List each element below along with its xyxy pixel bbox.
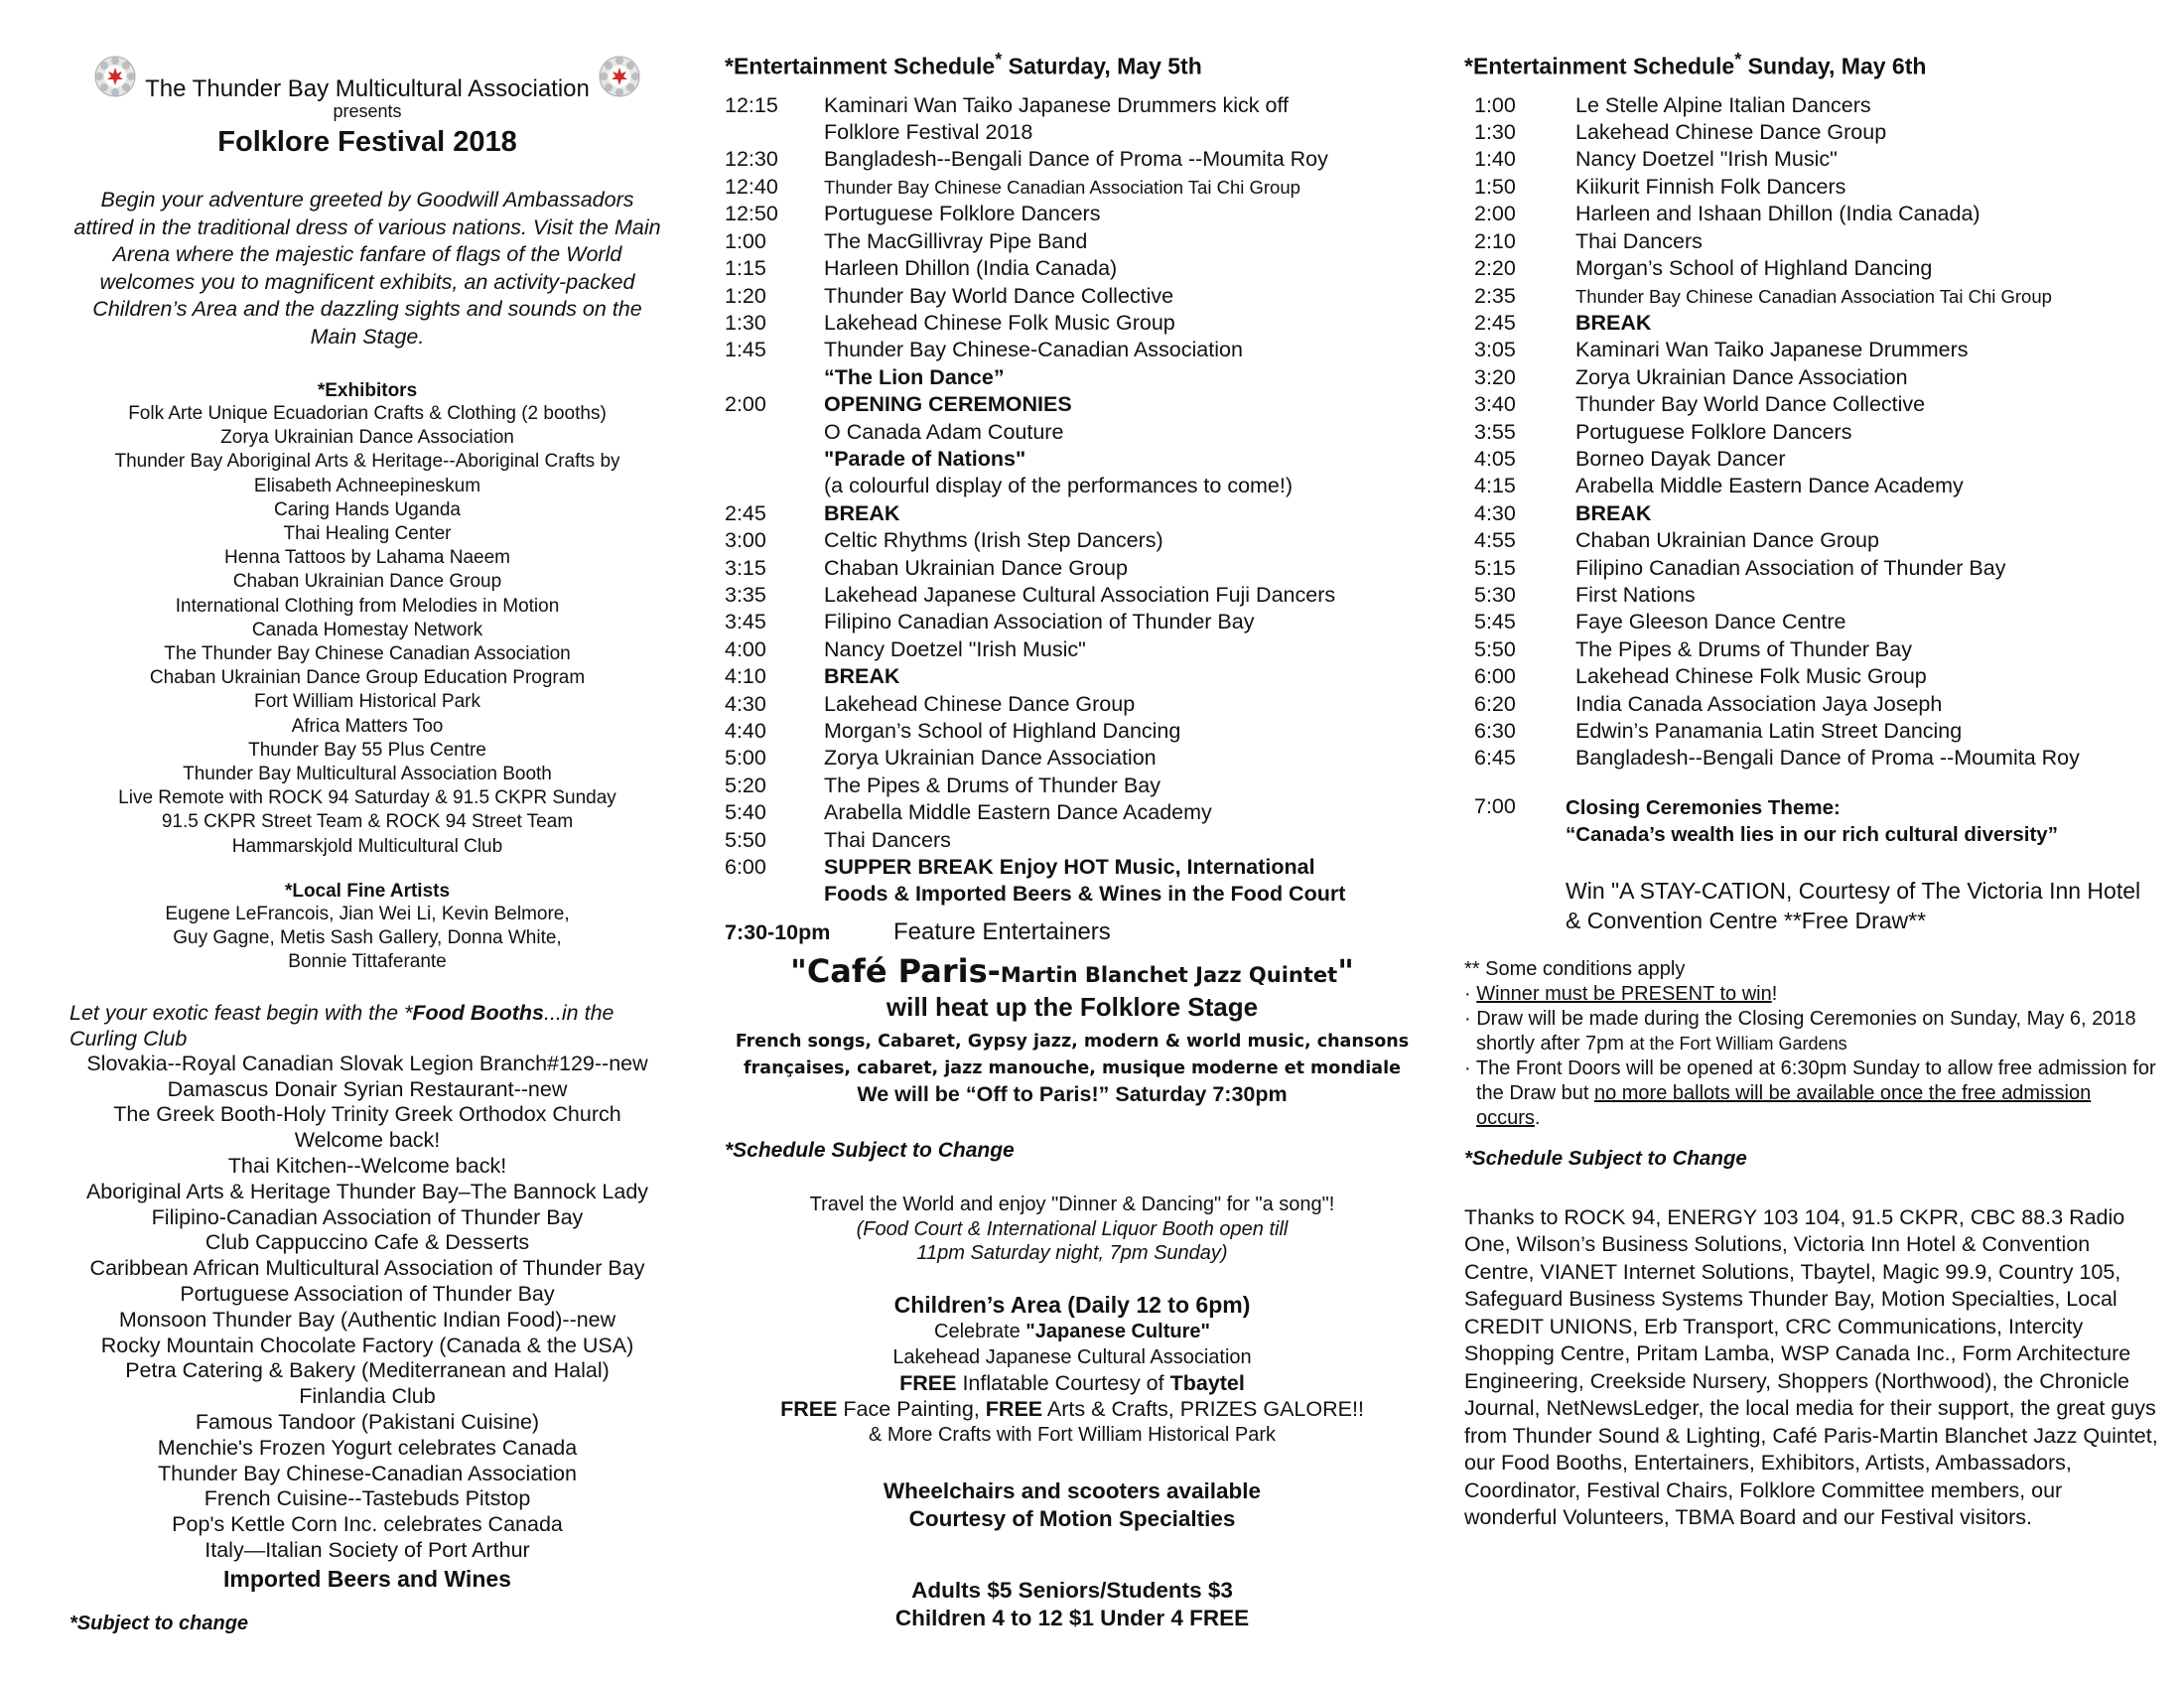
- schedule-row: [725, 691, 1345, 718]
- schedule-performer: Le Stelle Alpine Italian Dancers: [1575, 92, 1871, 117]
- exhibitor-item: Zorya Ukrainian Dance Association: [220, 427, 514, 449]
- schedule-performer: First Nations: [1575, 582, 1696, 607]
- schedule-time: 4:55: [1474, 528, 1516, 553]
- face-text: Face Painting,: [837, 1396, 986, 1421]
- schedule-row: [725, 881, 1345, 908]
- wheelchair-note: [725, 1477, 1420, 1533]
- feature-label: Feature Entertainers: [893, 917, 1111, 945]
- schedule-time: 4:00: [725, 636, 766, 661]
- exhibitor-item: The Thunder Bay Chinese Canadian Association: [164, 643, 571, 665]
- schedule-performer: Bangladesh--Bengali Dance of Proma --Moumita Roy: [1575, 746, 2080, 771]
- schedule-time: 5:30: [1474, 582, 1516, 607]
- schedule-performer: India Canada Association Jaya Joseph: [1575, 691, 1943, 716]
- schedule-performer: BREAK: [824, 500, 900, 525]
- food-booth-item: Aboriginal Arts & Heritage Thunder Bay–The Bannock Lady: [85, 1179, 649, 1203]
- heading-text: *Entertainment Schedule: [1464, 53, 1735, 79]
- childrens-area-heading: Children’s Area (Daily 12 to 6pm): [893, 1291, 1251, 1318]
- condition-text: · The Front Doors will be opened at 6:30pm Sunday to allow free admission for the Draw but: [1464, 1056, 2156, 1104]
- schedule-row: [1464, 201, 2080, 227]
- schedule-row: [725, 337, 1345, 363]
- free-label: FREE: [899, 1370, 957, 1395]
- schedule-time: 12:50: [725, 202, 778, 226]
- schedule-time: 3:15: [725, 555, 766, 580]
- exhibitor-item: Fort William Historical Park: [253, 691, 481, 713]
- food-booth-item: Rocky Mountain Chocolate Factory (Canada & the USA): [100, 1333, 634, 1357]
- exhibitor-item: Henna Tattoos by Lahama Naeem: [224, 547, 510, 569]
- schedule-time: 12:30: [725, 147, 778, 172]
- travel-line: Travel the World and enjoy "Dinner & Dancing" for "a song"!: [809, 1193, 1335, 1215]
- food-intro-text: Let your exotic feast begin with the *: [69, 1000, 413, 1025]
- schedule-performer: "Parade of Nations": [824, 446, 1026, 471]
- artists-list: [69, 903, 665, 974]
- schedule-row: [1464, 663, 2080, 690]
- schedule-time: 2:10: [1474, 228, 1516, 253]
- schedule-row: [725, 854, 1345, 881]
- schedule-time: [725, 419, 824, 446]
- schedule-performer: Borneo Dayak Dancer: [1575, 446, 1786, 471]
- exhibitor-item: Thai Healing Center: [283, 523, 452, 545]
- schedule-time: 12:40: [725, 174, 778, 199]
- subject-to-change-note: *Subject to change: [69, 1612, 249, 1634]
- schedule-performer: Foods & Imported Beers & Wines in the Food Court: [824, 882, 1346, 907]
- schedule-performer: Harleen Dhillon (India Canada): [824, 256, 1118, 281]
- thanks-paragraph: Thanks to ROCK 94, ENERGY 103 104, 91.5 CKPR, CBC 88.3 Radio One, Wilson’s Business Solutions, Victoria Inn Hotel & Convention Centre, VIANET Internet Solutions, Tbaytel, Magic 99.9, Country 105, Safeguard Business Systems Thunder Bay, Motion Specialties, Local CREDIT UNIONS, Erb Transport, CRC Communications, Intercity Shopping Centre, Pritam Lamba, WSP Canada Inc., Form Architecture Engineering, Creekside Nursery, Shoppers (Northwood), the Chronicle Journal, NetNewsLedger, the local media for their support, the great guys from Thunder Sound & Lighting, Café Paris-Martin Blanchet Jazz Quintet, our Food Booths, Entertainers, Exhibitors, Artists, Ambassadors, Coordinator, Festival Chairs, Folklore Committee members, our wonderful Volunteers, TBMA Board and our Festival visitors.: [1464, 1204, 2158, 1530]
- closing-line: “Canada’s wealth lies in our rich cultural diversity”: [1566, 822, 2058, 846]
- heading-star: *: [995, 50, 1003, 70]
- schedule-performer: Thunder Bay Chinese-Canadian Association: [824, 338, 1243, 362]
- schedule-row: [725, 146, 1345, 173]
- schedule-performer: Edwin’s Panamania Latin Street Dancing: [1575, 719, 1963, 743]
- schedule-row: [1464, 92, 2080, 119]
- schedule-time: 1:45: [725, 338, 766, 362]
- schedule-performer: Thai Dancers: [824, 827, 951, 852]
- schedule-performer: Lakehead Chinese Dance Group: [824, 691, 1136, 716]
- schedule-performer: BREAK: [1575, 310, 1652, 335]
- songs-line: French songs, Cabaret, Gypsy jazz, modern & world music, chansons: [735, 1031, 1410, 1052]
- condition-end: !: [1771, 982, 1778, 1005]
- food-court-hours: [725, 1217, 1420, 1266]
- more-crafts: & More Crafts with Fort William Historical Park: [868, 1423, 1277, 1446]
- condition-location: at the Fort William Gardens: [1629, 1033, 1847, 1054]
- schedule-row: [725, 663, 1345, 690]
- association-header: [69, 50, 665, 103]
- exhibitor-item: Thunder Bay Multicultural Association Booth: [183, 764, 552, 785]
- schedule-performer: The MacGillivray Pipe Band: [824, 228, 1088, 253]
- schedule-time: 6:00: [1474, 664, 1516, 689]
- schedule-row: [1464, 691, 2080, 718]
- schedule-change-note: *Schedule Subject to Change: [725, 1138, 1015, 1162]
- schedule-row: [1464, 391, 2080, 418]
- schedule-row: [725, 799, 1345, 826]
- songs-description: [725, 1029, 1420, 1082]
- schedule-time: 3:35: [725, 582, 766, 607]
- schedule-time: 5:50: [1474, 636, 1516, 661]
- rose-emblem-icon: [93, 55, 137, 98]
- schedule-performer: Faye Gleeson Dance Centre: [1575, 610, 1846, 634]
- condition-item: [1464, 1056, 2159, 1131]
- hours-line: 11pm Saturday night, 7pm Sunday): [916, 1242, 1228, 1265]
- heading-date: Saturday, May 5th: [1002, 53, 1202, 79]
- heading-star: *: [1734, 50, 1742, 70]
- food-intro-text-end: ...in the Curling Club: [69, 1000, 614, 1051]
- schedule-time: 12:15: [725, 92, 778, 117]
- feature-time: 7:30-10pm: [725, 919, 831, 944]
- schedule-performer: Harleen and Ishaan Dhillon (India Canada): [1575, 202, 1980, 226]
- schedule-row: [1464, 718, 2080, 745]
- schedule-performer: Chaban Ukrainian Dance Group: [824, 555, 1128, 580]
- schedule-time: 6:00: [725, 855, 766, 880]
- schedule-row: [725, 364, 1345, 391]
- organization-name: The Thunder Bay Multicultural Association: [145, 75, 590, 102]
- schedule-performer: Kaminari Wan Taiko Japanese Drummers: [1575, 338, 1969, 362]
- schedule-performer: The Pipes & Drums of Thunder Bay: [824, 773, 1160, 797]
- presents-label: presents: [333, 101, 402, 121]
- schedule-time: 3:05: [1474, 338, 1516, 362]
- kids-association: Lakehead Japanese Cultural Association: [892, 1345, 1252, 1368]
- japanese-culture: "Japanese Culture": [1025, 1320, 1210, 1342]
- condition-text: · Draw will be made during the Closing Ceremonies on Sunday, May 6, 2018 shortly after 7pm: [1464, 1007, 2136, 1055]
- schedule-time: 4:10: [725, 664, 766, 689]
- food-booth-item: Portuguese Association of Thunder Bay: [180, 1282, 555, 1307]
- exhibitor-list: [69, 402, 665, 859]
- schedule-row: [725, 419, 1345, 446]
- schedule-row: [725, 718, 1345, 745]
- artist-line: Eugene LeFrancois, Jian Wei Li, Kevin Belmore,: [165, 903, 570, 924]
- schedule-performer: Lakehead Chinese Dance Group: [1575, 120, 1887, 145]
- schedule-row: [1464, 255, 2080, 282]
- schedule-performer: SUPPER BREAK Enjoy HOT Music, International: [824, 855, 1315, 880]
- schedule-row: [1464, 364, 2080, 391]
- inflatable-line: [725, 1370, 1420, 1396]
- inflatable-text: Inflatable Courtesy of: [956, 1370, 1170, 1395]
- schedule-performer: “The Lion Dance”: [824, 364, 1005, 389]
- exhibitor-item: Chaban Ukrainian Dance Group: [232, 571, 502, 593]
- food-booth-item: Filipino-Canadian Association of Thunder Bay: [151, 1204, 584, 1229]
- sunday-column: [1464, 50, 2159, 1532]
- draw-conditions: [1464, 957, 2159, 1131]
- schedule-time: 5:00: [725, 746, 766, 771]
- schedule-performer: BREAK: [824, 664, 900, 689]
- conditions-title: ** Some conditions apply: [1464, 957, 1686, 980]
- food-booth-item: Italy—Italian Society of Port Arthur: [205, 1538, 530, 1562]
- feature-entertainers: [725, 918, 1420, 946]
- celebrate-line: [725, 1319, 1420, 1344]
- free-label: FREE: [780, 1396, 838, 1421]
- schedule-performer: The Pipes & Drums of Thunder Bay: [1575, 636, 1912, 661]
- schedule-row: [1464, 119, 2080, 146]
- schedule-row: [1464, 555, 2080, 582]
- schedule-performer: Celtic Rhythms (Irish Step Dancers): [824, 528, 1163, 553]
- cafe-name: "Café Paris-: [790, 951, 1001, 990]
- sunday-schedule-table: [1464, 92, 2080, 773]
- condition-underlined: no more ballots will be available once the free admission occurs: [1476, 1081, 2092, 1129]
- schedule-row: [1464, 473, 2080, 499]
- food-booth-item: Pop's Kettle Corn Inc. celebrates Canada: [172, 1512, 563, 1537]
- schedule-row: [725, 745, 1345, 772]
- schedule-row: [725, 283, 1345, 310]
- schedule-time: 3:40: [1474, 392, 1516, 417]
- food-booth-item: Thai Kitchen--Welcome back!: [227, 1154, 507, 1179]
- schedule-row: [725, 228, 1345, 255]
- schedule-row: [725, 201, 1345, 227]
- schedule-performer: Filipino Canadian Association of Thunder Bay: [1575, 555, 2006, 580]
- food-booth-item: Famous Tandoor (Pakistani Cuisine): [195, 1410, 540, 1435]
- schedule-performer: Arabella Middle Eastern Dance Academy: [824, 800, 1212, 825]
- schedule-time: [725, 446, 824, 473]
- food-booth-item: Petra Catering & Bakery (Mediterranean and Halal): [125, 1358, 610, 1383]
- exhibitor-item: Canada Homestay Network: [251, 619, 483, 640]
- schedule-performer: Thai Dancers: [1575, 228, 1703, 253]
- schedule-performer: Thunder Bay World Dance Collective: [824, 283, 1174, 308]
- schedule-performer: Nancy Doetzel "Irish Music": [1575, 147, 1838, 172]
- schedule-performer: BREAK: [1575, 500, 1652, 525]
- schedule-row: [725, 310, 1345, 337]
- schedule-time: 5:15: [1474, 555, 1516, 580]
- schedule-row: [725, 92, 1345, 119]
- closing-line: Closing Ceremonies Theme:: [1566, 795, 1841, 819]
- schedule-time: 5:40: [725, 800, 766, 825]
- schedule-time: 4:30: [725, 691, 766, 716]
- schedule-performer: Thunder Bay Chinese Canadian Association Tai Chi Group: [824, 176, 1300, 198]
- price-line: Adults $5 Seniors/Students $3: [911, 1577, 1233, 1603]
- schedule-row: [725, 527, 1345, 554]
- schedule-performer: Filipino Canadian Association of Thunder Bay: [824, 610, 1255, 634]
- price-line: Children 4 to 12 $1 Under 4 FREE: [894, 1605, 1250, 1630]
- schedule-row: [1464, 228, 2080, 255]
- exhibitors-heading: *Exhibitors: [317, 380, 418, 401]
- schedule-time: 5:20: [725, 773, 766, 797]
- cafe-quote: ": [1337, 951, 1354, 990]
- exhibitor-item: International Clothing from Melodies in Motion: [175, 595, 560, 617]
- exhibitor-item: 91.5 CKPR Street Team & ROCK 94 Street Team: [161, 811, 574, 833]
- free-label: FREE: [985, 1396, 1043, 1421]
- artists-heading: *Local Fine Artists: [284, 880, 451, 902]
- info-column: [69, 50, 665, 1635]
- schedule-performer: Zorya Ukrainian Dance Association: [824, 746, 1157, 771]
- schedule-performer: Portuguese Folklore Dancers: [1575, 419, 1852, 444]
- schedule-row: [725, 609, 1345, 635]
- schedule-performer: Morgan’s School of Highland Dancing: [824, 719, 1181, 743]
- schedule-row: [725, 500, 1345, 527]
- schedule-time: 1:00: [725, 228, 766, 253]
- schedule-time: 3:00: [725, 528, 766, 553]
- schedule-performer: Thunder Bay World Dance Collective: [1575, 392, 1926, 417]
- schedule-time: 1:15: [725, 256, 766, 281]
- schedule-time: 6:45: [1474, 746, 1516, 771]
- artist-line: Guy Gagne, Metis Sash Gallery, Donna White,: [173, 926, 562, 948]
- schedule-row: [1464, 609, 2080, 635]
- heading-date: Sunday, May 6th: [1741, 53, 1927, 79]
- schedule-performer: Lakehead Japanese Cultural Association Fuji Dancers: [824, 582, 1336, 607]
- food-booth-item: Finlandia Club: [299, 1384, 436, 1409]
- schedule-time: 3:20: [1474, 364, 1516, 389]
- admission-prices: [725, 1577, 1420, 1632]
- schedule-time: 4:05: [1474, 446, 1516, 471]
- schedule-row: [725, 446, 1345, 473]
- schedule-performer: O Canada Adam Couture: [824, 419, 1064, 444]
- schedule-time: 2:35: [1474, 283, 1516, 308]
- food-booth-item: Club Cappuccino Cafe & Desserts: [205, 1230, 530, 1255]
- cafe-paris-title: [725, 952, 1420, 990]
- schedule-performer: Arabella Middle Eastern Dance Academy: [1575, 474, 1964, 498]
- celebrate-text: Celebrate: [934, 1320, 1026, 1342]
- schedule-performer: Thunder Bay Chinese Canadian Association Tai Chi Group: [1575, 285, 2052, 307]
- condition-item: [1464, 1007, 2159, 1056]
- schedule-row: [1464, 582, 2080, 609]
- schedule-performer: Chaban Ukrainian Dance Group: [1575, 528, 1879, 553]
- schedule-change-note: *Schedule Subject to Change: [1464, 1146, 1747, 1170]
- schedule-row: [725, 827, 1345, 854]
- food-booth-item: Slovakia--Royal Canadian Slovak Legion Branch#129--new: [86, 1051, 648, 1075]
- exhibitor-item: Caring Hands Uganda: [273, 498, 461, 520]
- saturday-schedule-table: [725, 92, 1345, 909]
- food-booth-item: Thunder Bay Chinese-Canadian Association: [158, 1461, 577, 1485]
- schedule-time: [725, 881, 824, 908]
- food-booth-item: Menchie's Frozen Yogurt celebrates Canada: [157, 1435, 578, 1460]
- exhibitor-item: Chaban Ukrainian Dance Group Education Program: [149, 667, 586, 689]
- festival-title: Folklore Festival 2018: [217, 126, 517, 158]
- schedule-time: 3:45: [725, 610, 766, 634]
- schedule-performer: Zorya Ukrainian Dance Association: [1575, 364, 1908, 389]
- closing-theme: [1566, 794, 2058, 848]
- schedule-row: [725, 391, 1345, 418]
- food-booth-item: Monsoon Thunder Bay (Authentic Indian Food)--new: [118, 1307, 616, 1332]
- schedule-time: 1:40: [1474, 147, 1516, 172]
- schedule-row: [725, 255, 1345, 282]
- schedule-time: 1:30: [725, 310, 766, 335]
- schedule-time: 5:45: [1474, 610, 1516, 634]
- schedule-time: 6:30: [1474, 719, 1516, 743]
- off-to-paris: We will be “Off to Paris!” Saturday 7:30pm: [857, 1081, 1288, 1106]
- schedule-time: 5:50: [725, 827, 766, 852]
- schedule-performer: Lakehead Chinese Folk Music Group: [1575, 664, 1927, 689]
- imported-beers: Imported Beers and Wines: [223, 1565, 511, 1592]
- closing-ceremonies: [1464, 794, 2159, 848]
- bullet: ·: [1464, 982, 1477, 1005]
- exhibitor-item: Thunder Bay 55 Plus Centre: [248, 739, 486, 761]
- exhibitor-item: Live Remote with ROCK 94 Saturday & 91.5 CKPR Sunday: [118, 787, 616, 809]
- schedule-time: 1:20: [725, 283, 766, 308]
- artist-line: Bonnie Tittaferante: [288, 950, 447, 972]
- condition-underlined: Winner must be PRESENT to win: [1476, 982, 1772, 1005]
- schedule-performer: Lakehead Chinese Folk Music Group: [824, 310, 1175, 335]
- schedule-performer: Bangladesh--Bengali Dance of Proma --Moumita Roy: [824, 147, 1328, 172]
- schedule-row: [725, 473, 1345, 499]
- schedule-performer: (a colourful display of the performances to come!): [824, 474, 1294, 498]
- schedule-performer: Kiikurit Finnish Folk Dancers: [1575, 174, 1846, 199]
- rose-emblem-icon: [598, 55, 641, 98]
- condition-end: .: [1534, 1106, 1541, 1129]
- schedule-performer: Nancy Doetzel "Irish Music": [824, 636, 1086, 661]
- condition-item: [1464, 982, 2159, 1007]
- schedule-row: [725, 773, 1345, 799]
- food-booth-item: Damascus Donair Syrian Restaurant--new: [167, 1076, 568, 1101]
- saturday-schedule-heading: [725, 50, 1420, 80]
- food-booth-list: [69, 1052, 665, 1564]
- schedule-time: 3:55: [1474, 419, 1516, 444]
- heat-up-line: will heat up the Folklore Stage: [886, 991, 1259, 1022]
- food-intro: [69, 1000, 665, 1052]
- schedule-row: [725, 582, 1345, 609]
- schedule-row: [725, 119, 1345, 146]
- schedule-row: [1464, 146, 2080, 173]
- schedule-performer: OPENING CEREMONIES: [824, 392, 1072, 417]
- sunday-schedule-heading: [1464, 50, 2159, 80]
- schedule-time: 1:50: [1474, 174, 1516, 199]
- schedule-row: [1464, 500, 2080, 527]
- schedule-row: [725, 174, 1345, 201]
- schedule-performer: Kaminari Wan Taiko Japanese Drummers kick off: [824, 92, 1290, 117]
- food-booth-item: Welcome back!: [294, 1128, 441, 1153]
- schedule-time: 4:30: [1474, 500, 1516, 525]
- schedule-row: [1464, 745, 2080, 772]
- schedule-time: [725, 119, 824, 146]
- schedule-time: 2:20: [1474, 256, 1516, 281]
- schedule-time: [725, 473, 824, 499]
- intro-paragraph: Begin your adventure greeted by Goodwill Ambassadors attired in the traditional dress of various nations. Visit the Main Arena where the majestic fanfare of flags of the World welcomes you to magnificent exhibits, an activity-packed Children’s Area and the dazzling sights and sounds on the Main Stage.: [73, 188, 661, 349]
- schedule-time: 4:15: [1474, 474, 1516, 498]
- food-intro-bold: Food Booths: [412, 1000, 544, 1025]
- tbaytel-label: Tbaytel: [1169, 1370, 1245, 1395]
- schedule-row: [1464, 527, 2080, 554]
- schedule-row: [1464, 419, 2080, 446]
- schedule-row: [1464, 337, 2080, 363]
- heading-text: *Entertainment Schedule: [725, 53, 996, 79]
- schedule-row: [1464, 283, 2080, 310]
- face-painting-line: [725, 1396, 1420, 1422]
- wheel-line: Wheelchairs and scooters available: [883, 1477, 1262, 1503]
- schedule-time: 2:45: [1474, 310, 1516, 335]
- schedule-row: [725, 636, 1345, 663]
- schedule-performer: Portuguese Folklore Dancers: [824, 202, 1101, 226]
- exhibitor-item: Hammarskjold Multicultural Club: [231, 835, 503, 857]
- schedule-time: 2:00: [1474, 202, 1516, 226]
- schedule-time: 1:00: [1474, 92, 1516, 117]
- staycation-draw: Win "A STAY-CATION, Courtesy of The Victoria Inn Hotel & Convention Centre **Free Draw**: [1566, 877, 2141, 933]
- quintet-name: Martin Blanchet Jazz Quintet: [1000, 962, 1338, 987]
- childrens-area-details: [725, 1319, 1420, 1448]
- food-booth-item: French Cuisine--Tastebuds Pitstop: [204, 1486, 531, 1511]
- schedule-performer: Folklore Festival 2018: [824, 120, 1033, 145]
- hours-line: (Food Court & International Liquor Booth open till: [856, 1217, 1289, 1240]
- schedule-time: 4:40: [725, 719, 766, 743]
- schedule-time: 6:20: [1474, 691, 1516, 716]
- food-booth-item: The Greek Booth-Holy Trinity Greek Orthodox Church: [113, 1102, 621, 1127]
- exhibitor-item: Thunder Bay Aboriginal Arts & Heritage--Aboriginal Crafts by: [114, 451, 620, 473]
- saturday-column: [725, 50, 1420, 1632]
- wheel-line: Courtesy of Motion Specialties: [908, 1505, 1236, 1531]
- schedule-time: 2:45: [725, 500, 766, 525]
- schedule-row: [1464, 636, 2080, 663]
- schedule-time: 1:30: [1474, 120, 1516, 145]
- schedule-row: [1464, 446, 2080, 473]
- schedule-row: [725, 555, 1345, 582]
- schedule-row: [1464, 310, 2080, 337]
- schedule-time: [725, 364, 824, 391]
- exhibitor-item: Folk Arte Unique Ecuadorian Crafts & Clothing (2 booths): [128, 403, 607, 424]
- schedule-performer: Morgan’s School of Highland Dancing: [1575, 256, 1933, 281]
- songs-line: françaises, cabaret, jazz manouche, musique moderne et mondiale: [744, 1057, 1401, 1078]
- schedule-time: 2:00: [725, 392, 766, 417]
- schedule-row: [1464, 174, 2080, 201]
- exhibitor-item: Africa Matters Too: [291, 715, 444, 737]
- exhibitor-item: Elisabeth Achneepineskum: [253, 475, 481, 496]
- closing-time: 7:00: [1474, 793, 1516, 818]
- arts-text: Arts & Crafts, PRIZES GALORE!!: [1042, 1396, 1364, 1421]
- food-booth-item: Caribbean African Multicultural Association of Thunder Bay: [89, 1256, 645, 1281]
